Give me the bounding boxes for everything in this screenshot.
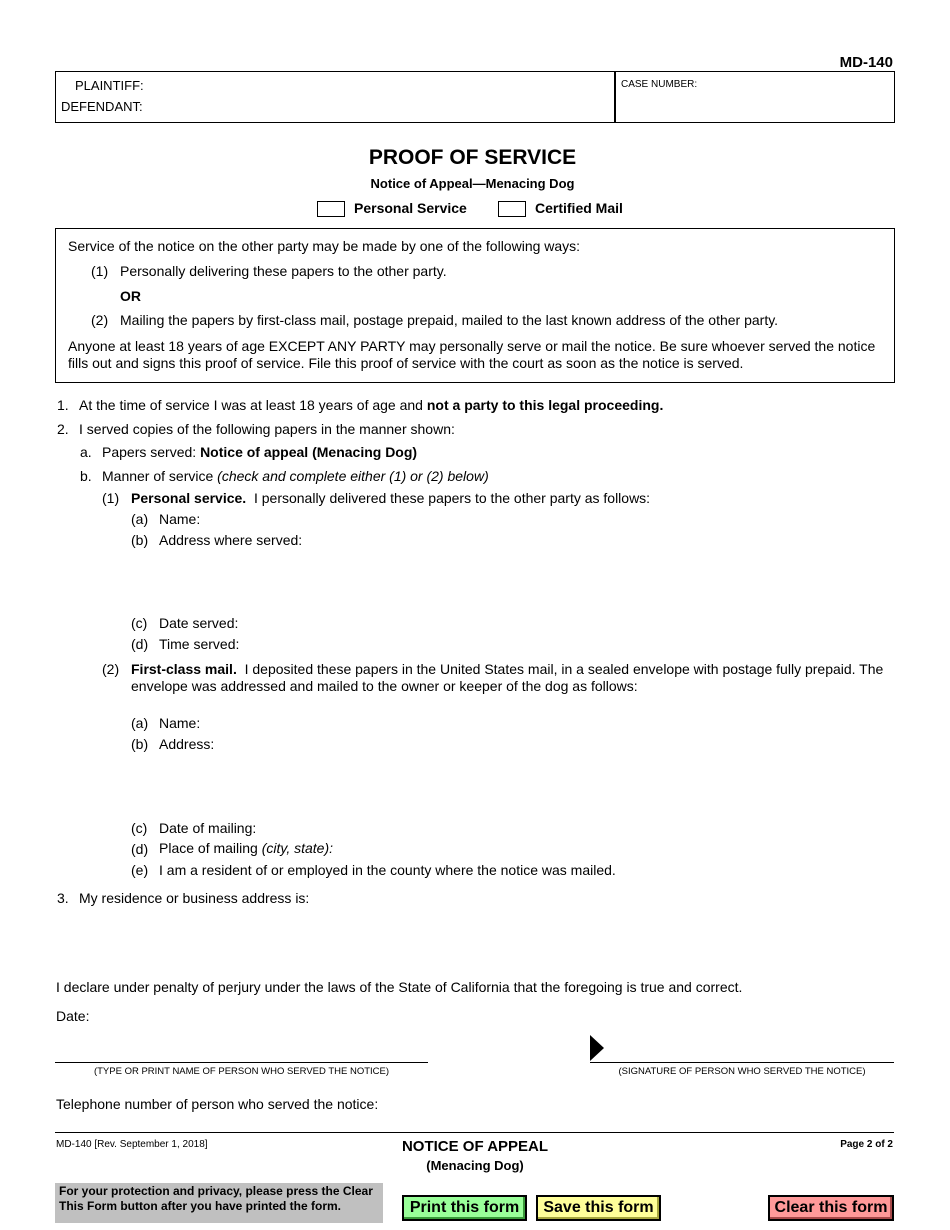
privacy-note: For your protection and privacy, please press the Clear This Form button after you have printed the form. bbox=[55, 1183, 383, 1223]
personal-address-input[interactable] bbox=[310, 530, 814, 609]
signature-caption: (SIGNATURE OF PERSON WHO SERVED THE NOTICE) bbox=[618, 1066, 866, 1077]
item-1-text-plain: At the time of service I was at least 18 years of age and bbox=[79, 397, 427, 413]
plaintiff-input[interactable] bbox=[148, 75, 607, 95]
certified-mail-label: Certified Mail bbox=[535, 200, 623, 216]
caption-divider bbox=[614, 72, 616, 122]
place-of-mailing-input[interactable] bbox=[340, 838, 794, 858]
declaration: I declare under penalty of perjury under the laws of the State of California that the foregoing is true and correct. bbox=[56, 979, 743, 995]
name-line bbox=[55, 1062, 428, 1063]
date-of-mailing-input[interactable] bbox=[262, 818, 566, 838]
declaration-date-input[interactable] bbox=[95, 1006, 349, 1026]
p2b-label: Address: bbox=[159, 736, 215, 752]
first-class-mail-line-1 bbox=[131, 661, 883, 678]
residence-address-input[interactable] bbox=[79, 910, 813, 969]
p1a-label: Name: bbox=[159, 511, 201, 527]
telephone-input[interactable] bbox=[385, 1094, 689, 1114]
name-caption: (TYPE OR PRINT NAME OF PERSON WHO SERVED THE NOTICE) bbox=[93, 1066, 390, 1077]
personal-service-number: (1) bbox=[102, 490, 120, 506]
item-1-text-bold: not a party to this legal proceeding. bbox=[426, 397, 664, 413]
caption-box bbox=[55, 71, 895, 123]
footer-rule bbox=[55, 1132, 894, 1133]
instructions-box bbox=[55, 228, 895, 383]
item-2a-text bbox=[102, 444, 417, 461]
p2a-number: (a) bbox=[131, 715, 149, 731]
item-2-number: 2. bbox=[57, 421, 69, 437]
personal-service-desc: I personally delivered these papers to the other party as follows: bbox=[246, 490, 651, 506]
p2b-number: (b) bbox=[131, 736, 149, 752]
page-subtitle: Notice of Appeal—Menacing Dog bbox=[370, 176, 575, 191]
defendant-label: DEFENDANT: bbox=[61, 99, 143, 114]
item-3-text: My residence or business address is: bbox=[79, 890, 310, 906]
p2d-label bbox=[159, 840, 333, 857]
p1d-number: (d) bbox=[131, 636, 149, 652]
p2d-number: (d) bbox=[131, 841, 149, 857]
save-form-button[interactable]: Save this form bbox=[536, 1195, 661, 1221]
p2d-italic: (city, state): bbox=[261, 840, 334, 856]
item-2b-text bbox=[102, 468, 489, 485]
item-3-number: 3. bbox=[57, 890, 69, 906]
item-1-number: 1. bbox=[57, 397, 69, 413]
first-class-mail-heading: First-class mail. bbox=[131, 661, 237, 677]
print-form-button[interactable]: Print this form bbox=[402, 1195, 527, 1221]
item-2a-plain: Papers served: bbox=[102, 444, 201, 460]
footer-page-number: Page 2 of 2 bbox=[840, 1139, 893, 1150]
p1c-number: (c) bbox=[131, 615, 148, 631]
instructions-intro: Service of the notice on the other party may be made by one of the following ways: bbox=[68, 238, 581, 254]
instructions-option-2-number: (2) bbox=[91, 312, 109, 328]
date-served-input[interactable] bbox=[245, 613, 549, 633]
personal-service-heading: Personal service. bbox=[131, 490, 247, 506]
item-2b-number: b. bbox=[80, 468, 92, 484]
item-2a-bold: Notice of appeal (Menacing Dog) bbox=[200, 444, 418, 460]
item-2b-plain: Manner of service bbox=[102, 468, 218, 484]
item-2-text: I served copies of the following papers in the manner shown: bbox=[79, 421, 455, 437]
item-1-text bbox=[79, 397, 663, 414]
p1c-label: Date served: bbox=[159, 615, 239, 631]
p1b-number: (b) bbox=[131, 532, 149, 548]
personal-name-input[interactable] bbox=[205, 509, 809, 529]
mail-name-input[interactable] bbox=[205, 713, 809, 733]
p2e-number: (e) bbox=[131, 862, 149, 878]
p2a-label: Name: bbox=[159, 715, 201, 731]
personal-service-label: Personal Service bbox=[354, 200, 467, 216]
case-number-label: CASE NUMBER: bbox=[621, 79, 698, 90]
p2e-label: I am a resident of or employed in the county where the notice was mailed. bbox=[159, 862, 616, 878]
mail-address-input[interactable] bbox=[220, 734, 814, 813]
time-served-input[interactable] bbox=[245, 634, 549, 654]
case-number-input[interactable] bbox=[621, 94, 885, 116]
item-2a-number: a. bbox=[80, 444, 92, 460]
p1b-label: Address where served: bbox=[159, 532, 303, 548]
instructions-option-1: Personally delivering these papers to the other party. bbox=[120, 263, 447, 279]
personal-service-text bbox=[131, 490, 650, 507]
server-name-input[interactable] bbox=[57, 1040, 431, 1062]
signature-arrow-icon bbox=[590, 1035, 604, 1061]
p1a-number: (a) bbox=[131, 511, 149, 527]
personal-service-checkbox[interactable] bbox=[317, 201, 345, 217]
instructions-note: Anyone at least 18 years of age EXCEPT ANY PARTY may personally serve or mail the notice. Be sure whoever served the notice fills out and signs this proof of service. File this proof of service with the court as soon as the notice is served. bbox=[68, 338, 876, 371]
instructions-option-2: Mailing the papers by first-class mail, postage prepaid, mailed to the last known address of the other party. bbox=[120, 312, 779, 328]
form-id: MD-140 bbox=[839, 54, 893, 71]
footer-revision: MD-140 [Rev. September 1, 2018] bbox=[56, 1139, 208, 1150]
p2c-label: Date of mailing: bbox=[159, 820, 257, 836]
plaintiff-label: PLAINTIFF: bbox=[75, 78, 144, 93]
instructions-option-1-number: (1) bbox=[91, 263, 109, 279]
defendant-input[interactable] bbox=[148, 96, 607, 116]
item-2b-italic: (check and complete either (1) or (2) below) bbox=[217, 468, 489, 484]
clear-form-button[interactable]: Clear this form bbox=[768, 1195, 894, 1221]
certified-mail-checkbox[interactable] bbox=[498, 201, 526, 217]
telephone-label: Telephone number of person who served the notice: bbox=[56, 1096, 379, 1112]
p2c-number: (c) bbox=[131, 820, 148, 836]
instructions-or: OR bbox=[120, 288, 141, 304]
p2d-plain: Place of mailing bbox=[159, 840, 262, 856]
footer-subtitle: (Menacing Dog) bbox=[426, 1158, 524, 1173]
first-class-mail-number: (2) bbox=[102, 661, 120, 677]
p1d-label: Time served: bbox=[159, 636, 240, 652]
signature-line bbox=[590, 1062, 894, 1063]
first-class-mail-desc-1: I deposited these papers in the United States mail, in a sealed envelope with postage fully prepaid. The bbox=[236, 661, 884, 677]
footer-title: NOTICE OF APPEAL bbox=[401, 1138, 549, 1155]
first-class-mail-line-2: envelope was addressed and mailed to the owner or keeper of the dog as follows: bbox=[131, 678, 638, 694]
date-label: Date: bbox=[56, 1008, 90, 1024]
page-title: PROOF OF SERVICE bbox=[368, 146, 577, 169]
